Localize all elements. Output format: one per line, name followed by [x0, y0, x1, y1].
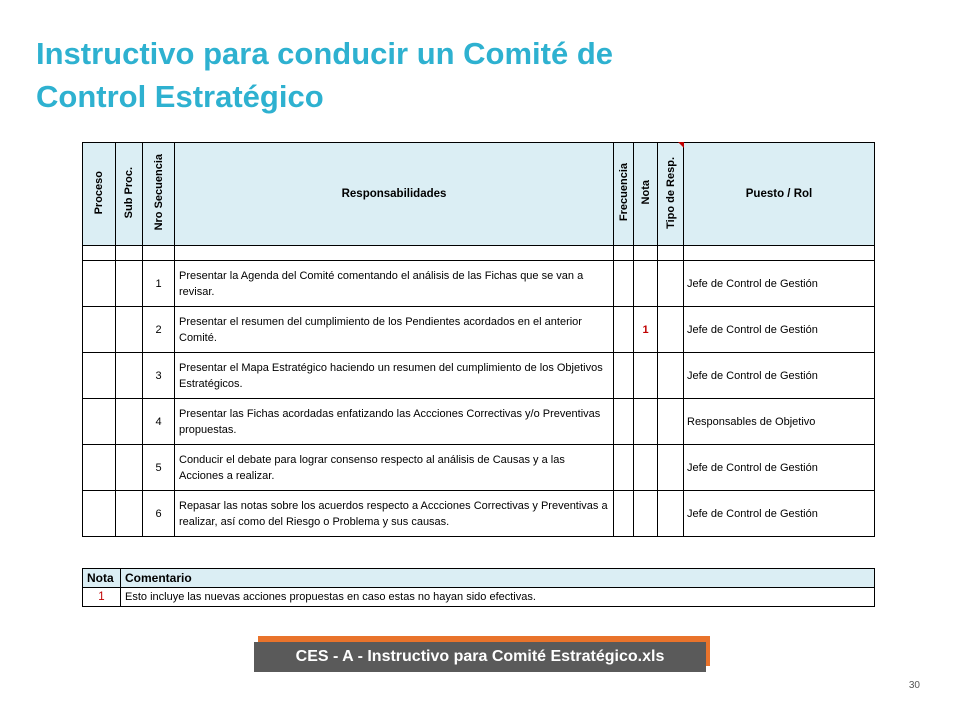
cell-nro-secuencia: 5: [143, 445, 175, 491]
cell-tipo-resp: [658, 261, 684, 307]
page-title: [36, 32, 916, 118]
cell-frecuencia: [614, 491, 634, 537]
cell-frecuencia: [614, 261, 634, 307]
table-row: [83, 307, 875, 353]
cell-sub-proc: [116, 307, 143, 353]
cell-responsabilidad: Presentar las Fichas acordadas enfatizando las Accciones Correctivas y/o Preventivas propuestas.: [175, 399, 614, 445]
cell-responsabilidad: Presentar el Mapa Estratégico haciendo un resumen del cumplimiento de los Objetivos Estratégicos.: [175, 353, 614, 399]
cell-puesto-rol: Jefe de Control de Gestión: [684, 445, 875, 491]
cell-puesto-rol: Jefe de Control de Gestión: [684, 491, 875, 537]
cell-proceso: [83, 261, 116, 307]
cell-puesto-rol: Jefe de Control de Gestión: [684, 261, 875, 307]
cell-nota: [634, 445, 658, 491]
cell-tipo-resp: [658, 353, 684, 399]
cell-nro-secuencia: 6: [143, 491, 175, 537]
cell-nota: [634, 399, 658, 445]
header-tipo-resp: Tipo de Resp.: [658, 143, 684, 246]
header-nota: Nota: [634, 143, 658, 246]
page-number: 30: [908, 680, 920, 691]
header-nro-secuencia: Nro Secuencia: [143, 143, 175, 246]
cell-nota: [634, 261, 658, 307]
cell-responsabilidad: Presentar el resumen del cumplimiento de los Pendientes acordados en el anterior Comité.: [175, 307, 614, 353]
cell-sub-proc: [116, 445, 143, 491]
cell-proceso: [83, 491, 116, 537]
header-frecuencia: Frecuencia: [614, 143, 634, 246]
cell-sub-proc: [116, 261, 143, 307]
cell-frecuencia: [614, 399, 634, 445]
comments-table: [82, 568, 874, 607]
cell-frecuencia: [614, 307, 634, 353]
comments-header-nota: Nota: [83, 569, 121, 588]
table-row: [83, 353, 875, 399]
cell-tipo-resp: [658, 399, 684, 445]
cell-responsabilidad: Presentar la Agenda del Comité comentando el análisis de las Fichas que se van a revisar.: [175, 261, 614, 307]
comment-marker-icon: [678, 142, 684, 148]
header-puesto-rol: Puesto / Rol: [684, 143, 875, 246]
table-header-row: [83, 143, 875, 246]
cell-sub-proc: [116, 491, 143, 537]
page-title-line-1: Instructivo para conducir un Comité de: [36, 36, 614, 71]
cell-puesto-rol: Jefe de Control de Gestión: [684, 307, 875, 353]
cell-tipo-resp: [658, 307, 684, 353]
table-row: [83, 261, 875, 307]
comment-row: [83, 588, 875, 607]
page-title-line-2: Control Estratégico: [36, 79, 324, 114]
responsibilities-table: [82, 142, 874, 546]
file-label-text: CES - A - Instructivo para Comité Estratégico.xls: [254, 642, 706, 672]
cell-puesto-rol: Jefe de Control de Gestión: [684, 353, 875, 399]
cell-responsabilidad: Repasar las notas sobre los acuerdos respecto a Accciones Correctivas y Preventivas a realizar, así como del Riesgo o Problema y sus causas.: [175, 491, 614, 537]
cell-proceso: [83, 445, 116, 491]
responsibilities-grid: [82, 142, 875, 537]
table-row: [83, 491, 875, 537]
cell-proceso: [83, 399, 116, 445]
cell-frecuencia: [614, 445, 634, 491]
cell-responsabilidad: Conducir el debate para lograr consenso respecto al análisis de Causas y a las Acciones a realizar.: [175, 445, 614, 491]
cell-proceso: [83, 353, 116, 399]
header-proceso: Proceso: [83, 143, 116, 246]
cell-nota: [634, 491, 658, 537]
table-row: [83, 399, 875, 445]
cell-nro-secuencia: 2: [143, 307, 175, 353]
cell-tipo-resp: [658, 445, 684, 491]
cell-nro-secuencia: 1: [143, 261, 175, 307]
header-responsabilidades: Responsabilidades: [175, 143, 614, 246]
cell-proceso: [83, 307, 116, 353]
header-sub-proc: Sub Proc.: [116, 143, 143, 246]
cell-frecuencia: [614, 353, 634, 399]
comments-header-row: [83, 569, 875, 588]
comment-text: Esto incluye las nuevas acciones propuestas en caso estas no hayan sido efectivas.: [121, 588, 875, 607]
cell-nota: [634, 353, 658, 399]
table-spacer-row: [83, 246, 875, 261]
cell-nota: 1: [634, 307, 658, 353]
cell-sub-proc: [116, 399, 143, 445]
cell-nro-secuencia: 4: [143, 399, 175, 445]
file-label: [254, 636, 710, 672]
cell-puesto-rol: Responsables de Objetivo: [684, 399, 875, 445]
comments-header-comentario: Comentario: [121, 569, 875, 588]
table-row: [83, 445, 875, 491]
cell-nro-secuencia: 3: [143, 353, 175, 399]
cell-tipo-resp: [658, 491, 684, 537]
comment-nota: 1: [83, 588, 121, 607]
cell-sub-proc: [116, 353, 143, 399]
